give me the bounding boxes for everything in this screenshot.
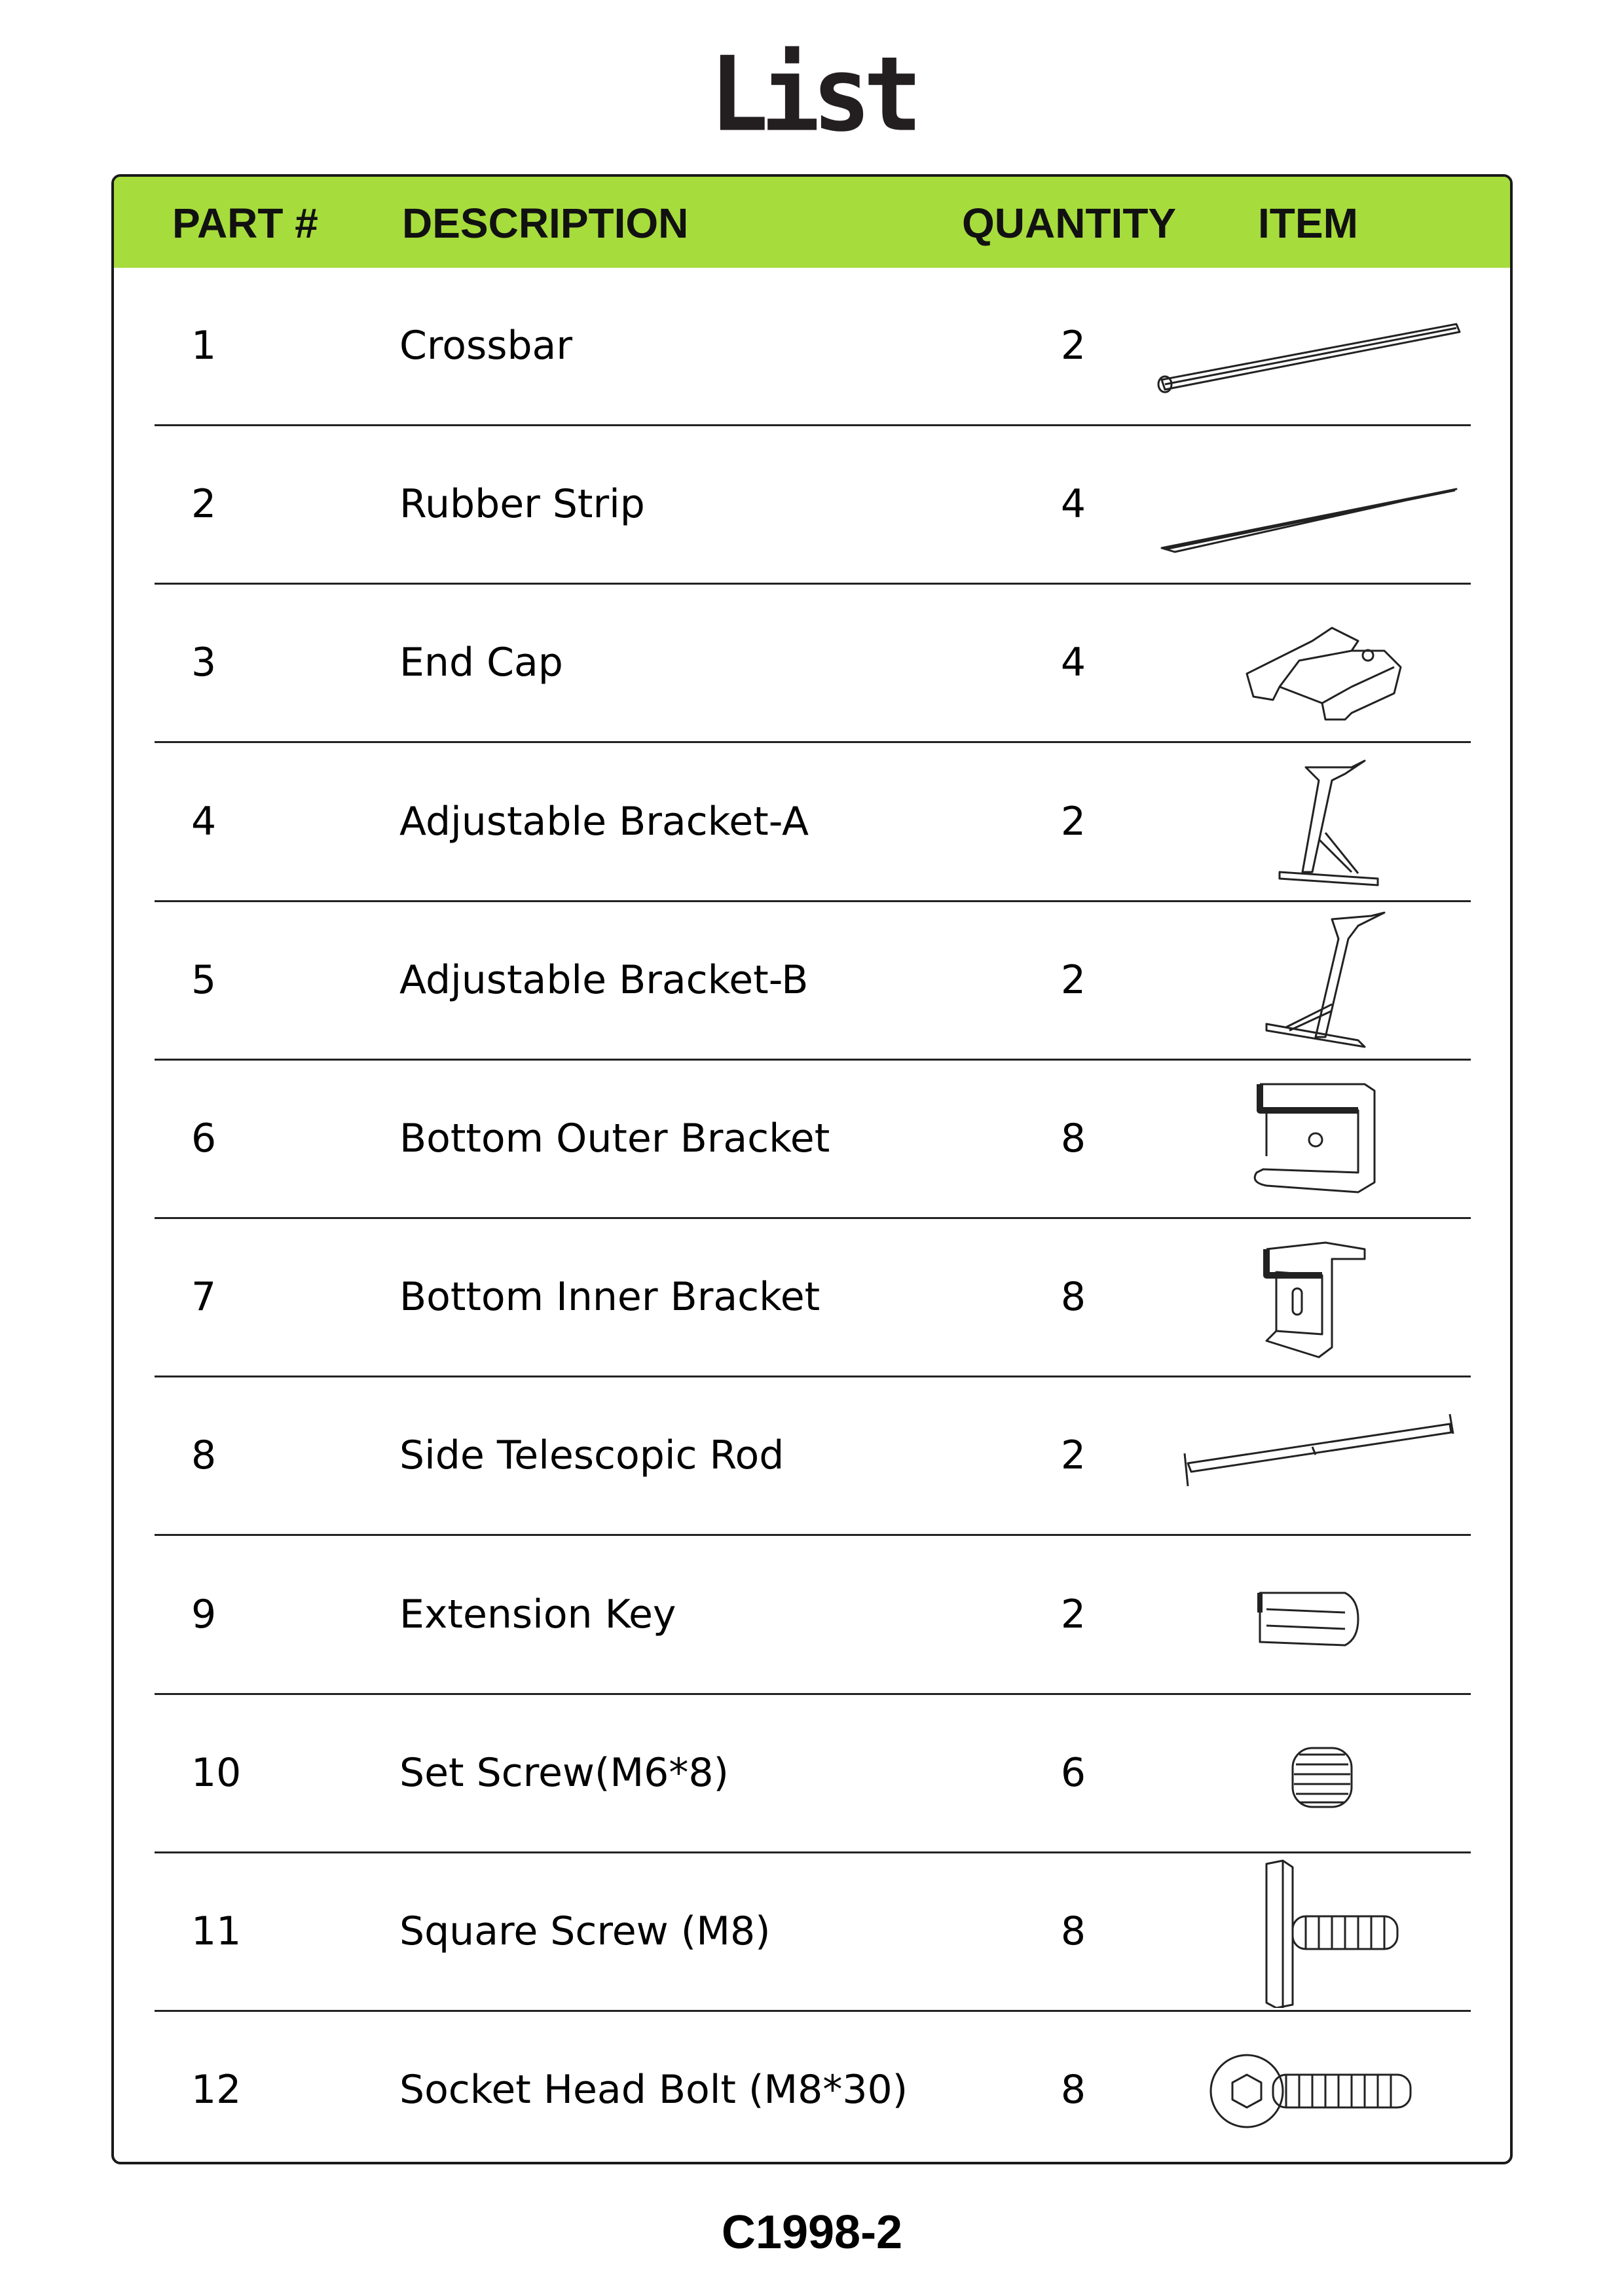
part-description: Bottom Outer Bracket (399, 1116, 830, 1161)
table-row (114, 1695, 1510, 1853)
table-row (114, 268, 1510, 426)
part-number: 4 (191, 798, 217, 845)
part-quantity: 6 (1060, 1749, 1086, 1796)
part-quantity: 8 (1060, 1116, 1086, 1161)
header-quantity: QUANTITY (962, 200, 1177, 247)
part-quantity: 2 (1060, 957, 1086, 1003)
part-description: Adjustable Bracket-A (399, 798, 809, 845)
part-number: 5 (191, 957, 217, 1003)
part-number: 7 (191, 1274, 217, 1321)
part-quantity: 4 (1060, 640, 1086, 686)
part-description: Square Screw (M8) (399, 1908, 771, 1954)
part-quantity: 8 (1060, 2067, 1086, 2113)
part-quantity: 2 (1060, 798, 1086, 845)
bracketB-illustration-icon (1135, 906, 1476, 1057)
part-number: 11 (191, 1908, 242, 1954)
table-row (114, 426, 1510, 585)
header-description: DESCRIPTION (402, 200, 689, 247)
page-title: List (709, 35, 915, 155)
part-quantity: 8 (1060, 1274, 1086, 1321)
table-row (114, 585, 1510, 743)
bracketA-illustration-icon (1135, 748, 1476, 898)
outer-illustration-icon (1135, 1065, 1476, 1215)
key-illustration-icon (1135, 1540, 1476, 1691)
part-quantity: 8 (1060, 1908, 1086, 1954)
part-quantity: 2 (1060, 323, 1086, 369)
setscrew-illustration-icon (1135, 1699, 1476, 1850)
rod-illustration-icon (1135, 1381, 1476, 1532)
part-number: 3 (191, 640, 217, 686)
strip-illustration-icon (1135, 430, 1476, 581)
part-description: Bottom Inner Bracket (399, 1274, 821, 1321)
part-number: 2 (191, 481, 217, 528)
part-description: Rubber Strip (399, 481, 645, 528)
part-description: End Cap (399, 640, 563, 686)
part-number: 6 (191, 1116, 217, 1161)
part-quantity: 4 (1060, 481, 1086, 528)
part-number: 9 (191, 1591, 217, 1637)
part-number: 8 (191, 1432, 217, 1479)
header-item: ITEM (1258, 200, 1358, 247)
bolt-illustration-icon (1135, 2016, 1476, 2164)
squarescrew-illustration-icon (1135, 1857, 1476, 2008)
table-row (114, 744, 1510, 902)
part-description: Extension Key (399, 1591, 676, 1637)
part-description: Crossbar (399, 323, 572, 369)
part-number: 1 (191, 323, 217, 369)
header-part: PART # (172, 200, 318, 247)
table-row (114, 1377, 1510, 1536)
part-description: Set Screw(M6*8) (399, 1749, 729, 1796)
parts-table (111, 174, 1513, 2164)
crossbar-illustration-icon (1135, 272, 1476, 422)
part-description: Side Telescopic Rod (399, 1432, 784, 1479)
part-number: 12 (191, 2067, 242, 2113)
table-row (114, 902, 1510, 1061)
part-quantity: 2 (1060, 1591, 1086, 1637)
table-row (114, 2012, 1510, 2164)
inner-illustration-icon (1135, 1223, 1476, 1374)
model-code: C1998-2 (721, 2206, 903, 2259)
table-header (114, 177, 1510, 268)
endcap-illustration-icon (1135, 589, 1476, 739)
table-row (114, 1061, 1510, 1219)
part-number: 10 (191, 1749, 242, 1796)
table-row (114, 1853, 1510, 2012)
part-description: Socket Head Bolt (M8*30) (399, 2067, 908, 2113)
table-row (114, 1219, 1510, 1377)
table-row (114, 1537, 1510, 1695)
part-quantity: 2 (1060, 1432, 1086, 1479)
part-description: Adjustable Bracket-B (399, 957, 809, 1003)
